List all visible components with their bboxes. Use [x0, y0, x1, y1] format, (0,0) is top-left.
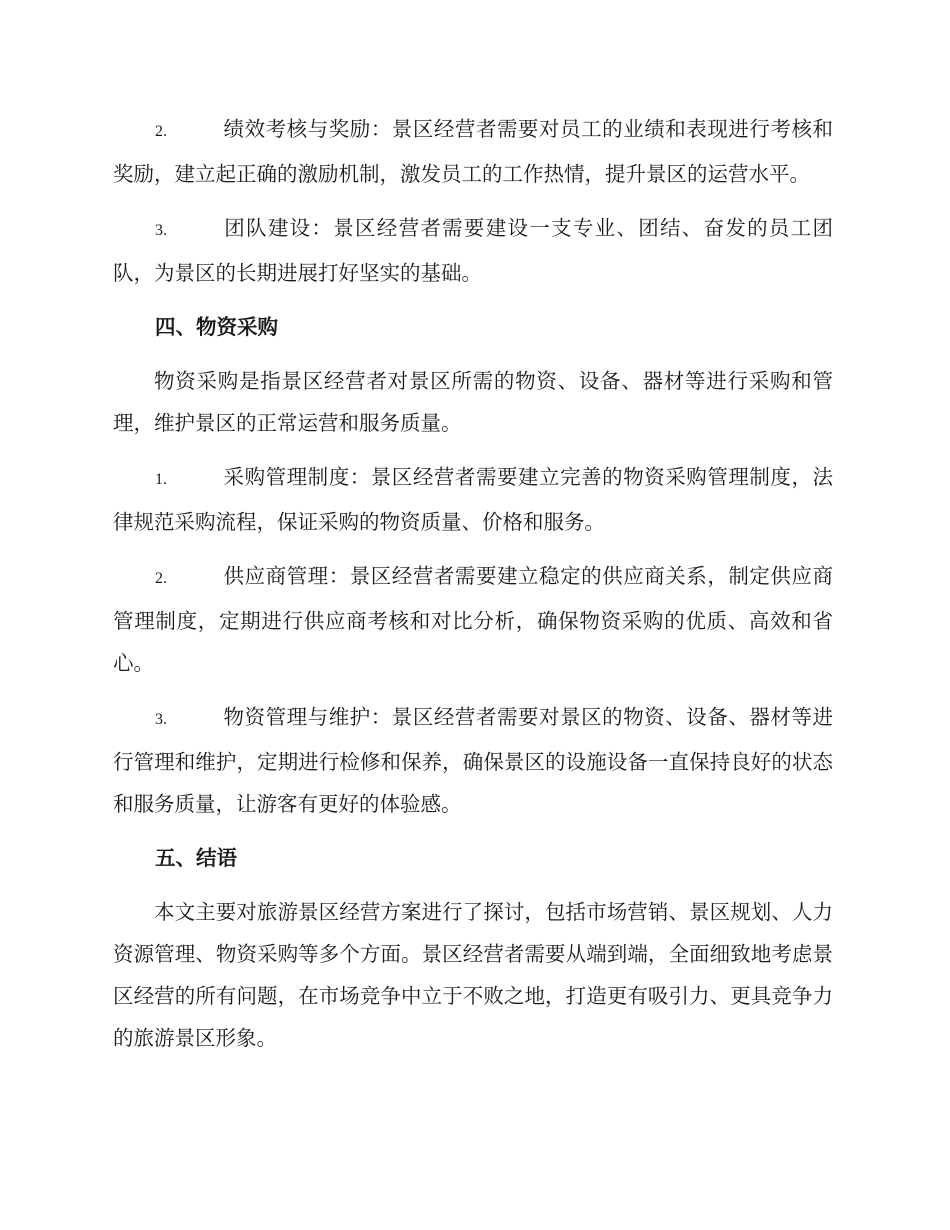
- section-heading-conclusion: 五、结语: [155, 846, 237, 870]
- list-number: 3.: [155, 711, 167, 728]
- list-item-text: 绩效考核与奖励：景区经营者需要对员工的业绩和表现进行考核和奖励，建立起正确的激励机制，激发员工的工作热情，提升景区的运营水平。: [113, 117, 833, 186]
- list-item-text: 供应商管理：景区经营者需要建立稳定的供应商关系，制定供应商管理制度，定期进行供应商考核和对比分析，确保物资采购的优质、高效和省心。: [113, 564, 833, 675]
- paragraph-procurement-intro: 物资采购是指景区经营者对景区所需的物资、设备、器材等进行采购和管理，维护景区的正常运营和服务质量。: [113, 369, 833, 435]
- list-item-procurement-system: [113, 456, 833, 543]
- list-item-supplier-management: [113, 555, 833, 684]
- paragraph-conclusion: 本文主要对旅游景区经营方案进行了探讨，包括市场营销、景区规划、人力资源管理、物资采购等多个方面。景区经营者需要从端到端，全面细致地考虑景区经营的所有问题，在市场竞争中立于不败之地，打造更有吸引力、更具竞争力的旅游景区形象。: [113, 900, 833, 1050]
- list-number: 1.: [155, 471, 167, 488]
- list-number: 2.: [155, 123, 167, 140]
- list-item-team-building: [113, 207, 833, 294]
- list-item-text: 采购管理制度：景区经营者需要建立完善的物资采购管理制度，法律规范采购流程，保证采购的物资质量、价格和服务。: [113, 465, 833, 534]
- list-item-text: 团队建设：景区经营者需要建设一支专业、团结、奋发的员工团队，为景区的长期进展打好坚实的基础。: [113, 216, 833, 285]
- list-item-performance-review: [113, 108, 833, 195]
- list-item-materials-maintenance: [113, 696, 833, 825]
- list-item-text: 物资管理与维护：景区经营者需要对景区的物资、设备、器材等进行管理和维护，定期进行检修和保养，确保景区的设施设备一直保持良好的状态和服务质量，让游客有更好的体验感。: [113, 705, 833, 816]
- list-number: 2.: [155, 570, 167, 587]
- section-heading-procurement: 四、物资采购: [155, 315, 278, 339]
- list-number: 3.: [155, 222, 167, 239]
- document-body: [113, 108, 833, 1071]
